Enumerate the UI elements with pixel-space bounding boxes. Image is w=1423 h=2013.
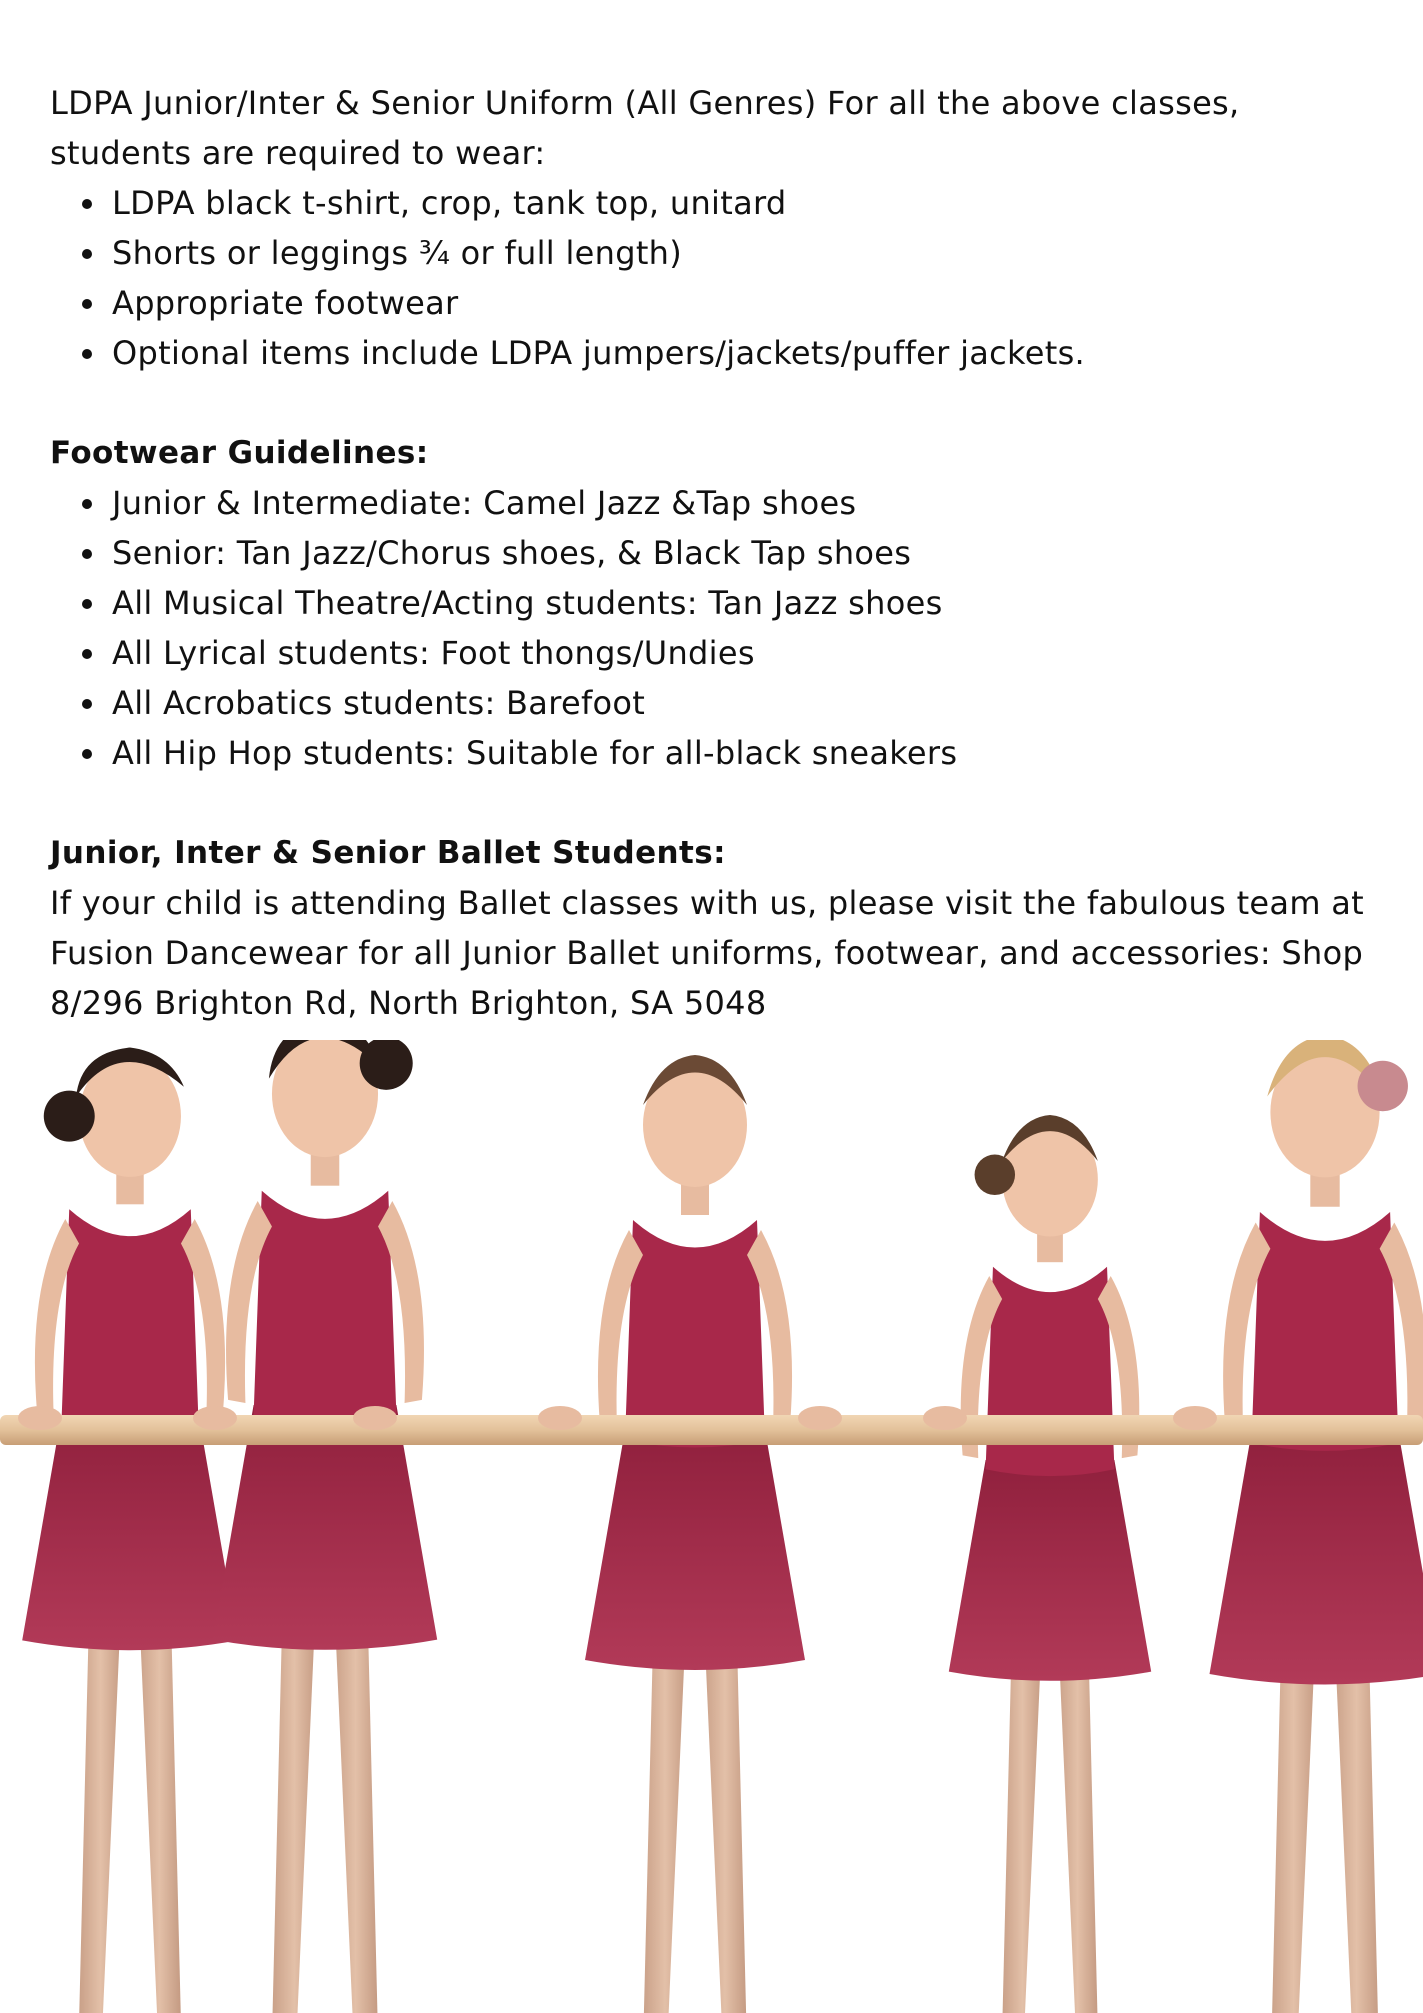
dancer-figure	[213, 1040, 437, 2013]
list-item: Senior: Tan Jazz/Chorus shoes, & Black Tap shoes	[112, 528, 1370, 578]
list-item: All Lyrical students: Foot thongs/Undies	[112, 628, 1370, 678]
list-item: LDPA black t-shirt, crop, tank top, unitard	[112, 178, 1370, 228]
spacer	[50, 778, 1370, 828]
spacer	[50, 378, 1370, 428]
text-content	[50, 78, 1370, 1028]
list-item: Optional items include LDPA jumpers/jackets/puffer jackets.	[112, 328, 1370, 378]
dancer-figure	[22, 1048, 238, 2013]
uniform-list	[50, 178, 1370, 378]
dancer-figure	[949, 1115, 1151, 2013]
ballet-paragraph: If your child is attending Ballet classes with us, please visit the fabulous team at Fusion Dancewear for all Junior Ballet uniforms, footwear, and accessories: Shop 8/296 Brighton Rd, North Brighton, SA 5048	[50, 884, 1365, 1022]
list-item: All Hip Hop students: Suitable for all-black sneakers	[112, 728, 1370, 778]
list-item: All Acrobatics students: Barefoot	[112, 678, 1370, 728]
ballet-students-photo	[0, 1040, 1423, 2013]
footwear-list	[50, 478, 1370, 778]
dancers-illustration	[0, 1040, 1423, 2013]
list-item: Junior & Intermediate: Camel Jazz &Tap shoes	[112, 478, 1370, 528]
list-item: Appropriate footwear	[112, 278, 1370, 328]
list-item: All Musical Theatre/Acting students: Tan Jazz shoes	[112, 578, 1370, 628]
list-item: Shorts or leggings ¾ or full length)	[112, 228, 1370, 278]
ballet-heading: Junior, Inter & Senior Ballet Students:	[50, 835, 726, 871]
intro-paragraph: LDPA Junior/Inter & Senior Uniform (All Genres) For all the above classes, students are required to wear:	[50, 84, 1240, 172]
dancer-figure	[1210, 1040, 1423, 2013]
dancer-figure	[585, 1055, 805, 2013]
footwear-heading: Footwear Guidelines:	[50, 435, 429, 471]
